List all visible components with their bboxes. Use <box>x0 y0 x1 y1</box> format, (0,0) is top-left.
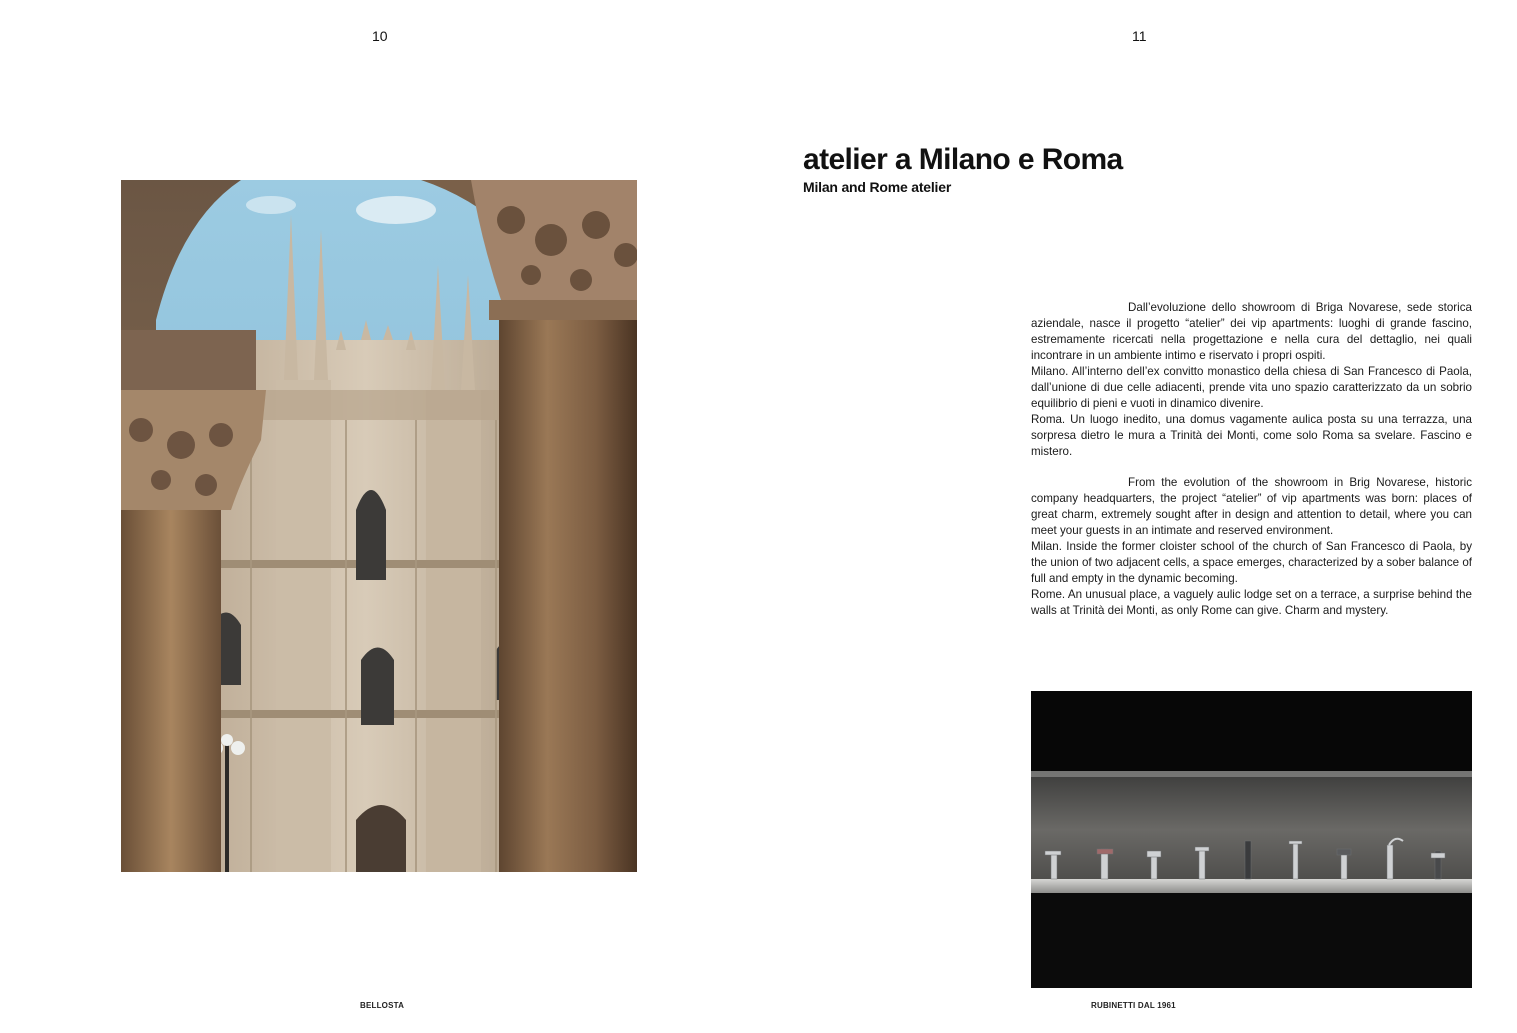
page-title: atelier a Milano e Roma <box>803 143 1123 176</box>
italian-paragraph-milano: Milano. All’interno dell’ex convitto monastico della chiesa di San Francesco di Paola, dall’unione di due celle adiacenti, prende vita uno spazio caratterizzato da un sobrio equilibrio di pieni e vuoti in dinamico divenire. <box>1031 365 1472 410</box>
english-paragraph-milan: Milan. Inside the former cloister school of the church of San Francesco di Paola, by the union of two adjacent cells, a space emerges, characterized by a sober balance of full and empty in the dynamic becoming. <box>1031 540 1472 585</box>
milan-cathedral-photo <box>121 180 637 872</box>
page-number-left: 10 <box>372 28 388 44</box>
page-subtitle: Milan and Rome atelier <box>803 179 952 195</box>
footer-tagline: RUBINETTI DAL 1961 <box>1091 1001 1176 1010</box>
italian-paragraph-intro: Dall’evoluzione dello showroom di Briga Novarese, sede storica aziendale, nasce il progetto “atelier” dei vip apartments: luoghi di grande fascino, estremamente ricercati nella progettazione e nella cura del dettaglio, nei quali incontrare in un ambiente intimo e riservato i propri ospiti. <box>1031 301 1472 362</box>
faucet-display-photo <box>1031 691 1472 988</box>
italian-text-block <box>1031 300 1472 460</box>
footer-brand: BELLOSTA <box>360 1001 405 1010</box>
english-paragraph-rome: Rome. An unusual place, a vaguely aulic lodge set on a terrace, a surprise behind the walls at Trinità dei Monti, as only Rome can give. Charm and mystery. <box>1031 588 1472 617</box>
page-number-right: 11 <box>1132 28 1147 44</box>
english-text-block <box>1031 475 1472 619</box>
english-paragraph-intro: From the evolution of the showroom in Brig Novarese, historic company headquarters, the project “atelier” of vip apartments was born: places of great charm, extremely sought after in design and attention to detail, where you can meet your guests in an intimate and reserved environment. <box>1031 476 1472 537</box>
italian-paragraph-roma: Roma. Un luogo inedito, una domus vagamente aulica posta su una terrazza, una sorpresa dietro le mura a Trinità dei Monti, come solo Roma sa svelare. Fascino e mistero. <box>1031 413 1472 458</box>
